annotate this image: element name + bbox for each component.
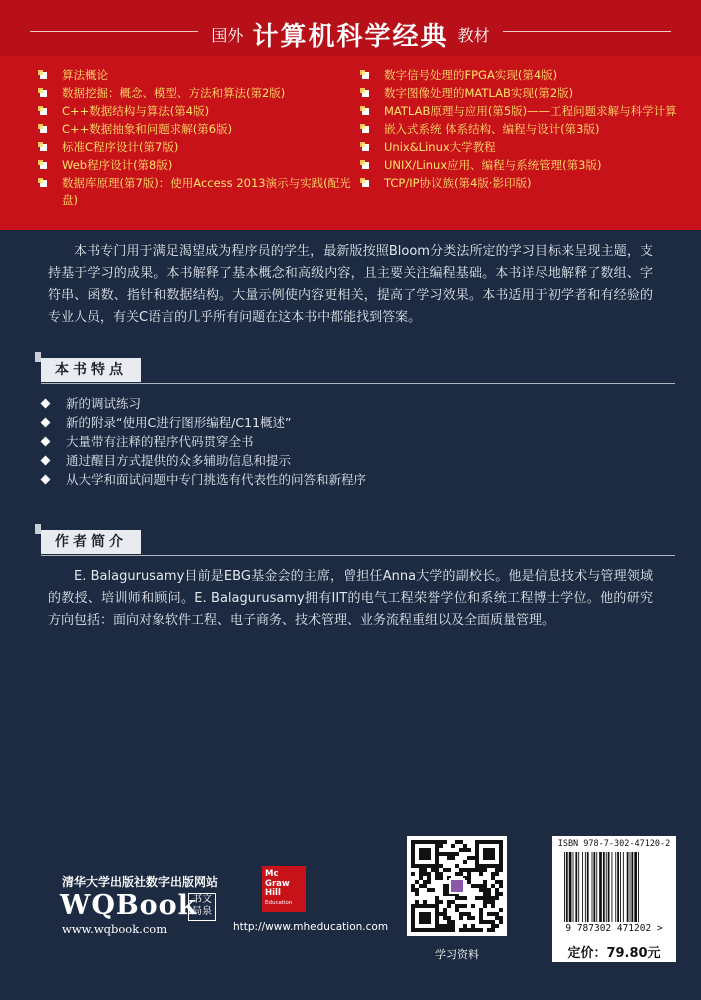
square-bullet-icon [360,178,370,188]
diamond-bullet-icon [41,437,51,447]
feature-item [40,470,640,489]
related-book-item [38,175,358,209]
square-bullet-icon [360,88,370,98]
related-book-item [38,139,358,156]
related-book-item [360,103,680,120]
related-book-title: TCP/IP协议族(第4版·影印版) [384,176,532,190]
feature-item [40,413,640,432]
mh-line-1: Mc [265,869,279,879]
related-book-title: 算法概论 [62,68,108,82]
square-bullet-icon [360,106,370,116]
related-book-title: C++数据抽象和问题求解(第6版) [62,122,233,136]
square-bullet-icon [360,70,370,80]
feature-text: 从大学和面试问题中专门挑选有代表性的问答和新程序 [66,472,367,487]
author-paragraph: E. Balagurusamy目前是EBG基金会的主席，曾担任Anna大学的副校长。他是信息技术与管理领域的教授、培训师和顾问。E. Balagurusamy拥有IIT的电气工程荣誉学位和系统工程博士学位。他的研究方向包括：面向对象软件工程、电子商务、技术管理、业务流程重组以及全面质量管理。 [48,569,653,628]
mh-sub: Education [265,899,293,906]
related-book-title: Unix&Linux大学教程 [384,140,496,154]
related-book-item [38,121,358,138]
mh-line-2: Graw [265,878,290,889]
square-bullet-icon [38,142,48,152]
diamond-bullet-icon [41,399,51,409]
square-bullet-icon [38,88,48,98]
square-bullet-icon [38,106,48,116]
publisher-name: 清华大学出版社数字出版网站 [62,875,219,889]
related-book-title: 嵌入式系统 体系结构、编程与设计(第3版) [384,122,600,136]
related-book-item [38,67,358,84]
publisher-url[interactable]: www.wqbook.com [62,922,168,936]
related-book-title: 数字图像处理的MATLAB实现(第2版) [384,86,574,100]
wqbook-logo-text: WQBook [60,890,198,921]
related-book-title: 数据挖掘：概念、模型、方法和算法(第2版) [62,86,286,100]
diamond-bullet-icon [41,475,51,485]
related-book-title: 数字信号处理的FPGA实现(第4版) [384,68,558,82]
square-bullet-icon [360,160,370,170]
related-book-title: MATLAB原理与应用(第5版)——工程问题求解与科学计算 [384,104,677,118]
series-title [0,16,701,52]
square-bullet-icon [38,70,48,80]
related-book-title: UNIX/Linux应用、编程与系统管理(第3版) [384,158,602,172]
feature-item [40,432,640,451]
feature-text: 新的调试练习 [66,396,142,411]
series-main: 计算机科学经典 [252,22,449,52]
related-book-item [38,157,358,174]
feature-item [40,394,640,413]
related-book-title: Web程序设计(第8版) [62,158,173,172]
diamond-bullet-icon [41,418,51,428]
features-header [35,352,675,390]
intro-paragraph: 本书专门用于满足渴望成为程序员的学生，最新版按照Bloom分类法所定的学习目标来呈现主题，支持基于学习的成果。本书解释了基本概念和高级内容，且主要关注编程基础。本书详尽地解释了数组、字符串、函数、指针和数据结构。大量示例使内容更相关，提高了学习效果。本书适用于初学者和有经验的专业人员，有关C语言的几乎所有问题在这本书中都能找到答案。 [48,244,653,325]
related-book-title: C++数据结构与算法(第4版) [62,104,210,118]
header-rule [41,555,675,556]
feature-text: 新的附录“使用C进行图形编程/C11概述” [66,415,292,430]
features-list [40,394,640,489]
isbn-text: ISBN 978-7-302-47120-2 [557,839,671,849]
related-book-item [360,85,680,102]
related-books-left [38,67,358,210]
related-book-item [360,67,680,84]
feature-text: 通过醒目方式提供的众多辅助信息和提示 [66,453,292,468]
related-book-item [360,139,680,156]
related-book-item [360,175,680,192]
square-bullet-icon [360,142,370,152]
feature-item [40,451,640,470]
diamond-bullet-icon [41,456,51,466]
feature-text: 大量带有注释的程序代码贯穿全书 [66,434,254,449]
author-heading: 作者简介 [41,530,141,554]
series-prefix: 国外 [211,26,244,45]
related-book-item [38,103,358,120]
square-bullet-icon [360,124,370,134]
wqbook-logo [60,890,212,922]
author-header [35,524,675,562]
mcgraw-hill-logo [262,866,306,912]
related-book-item [360,157,680,174]
square-bullet-icon [38,124,48,134]
header-rule [41,383,675,384]
series-band [0,0,701,230]
isbn-digits: 9 787302 471202 > [565,923,663,934]
related-book-title: 数据库原理(第7版)：使用Access 2013演示与实践(配光盘) [62,176,351,207]
series-suffix: 教材 [457,26,490,45]
related-book-item [38,85,358,102]
shuwen-seal: 书文局泉 [188,893,216,921]
related-books-right [360,67,680,193]
related-book-item [360,121,680,138]
square-bullet-icon [38,178,48,188]
square-bullet-icon [38,160,48,170]
qr-code[interactable] [407,836,507,936]
barcode-bars [562,852,666,922]
mheducation-url[interactable]: http://www.mheducation.com [233,921,389,933]
qr-label: 学习资料 [435,948,479,961]
mh-line-3: Hill [265,888,281,898]
price: 定价：79.80元 [567,946,661,961]
features-heading: 本书特点 [41,358,141,382]
related-book-title: 标准C程序设计(第7版) [62,140,179,154]
